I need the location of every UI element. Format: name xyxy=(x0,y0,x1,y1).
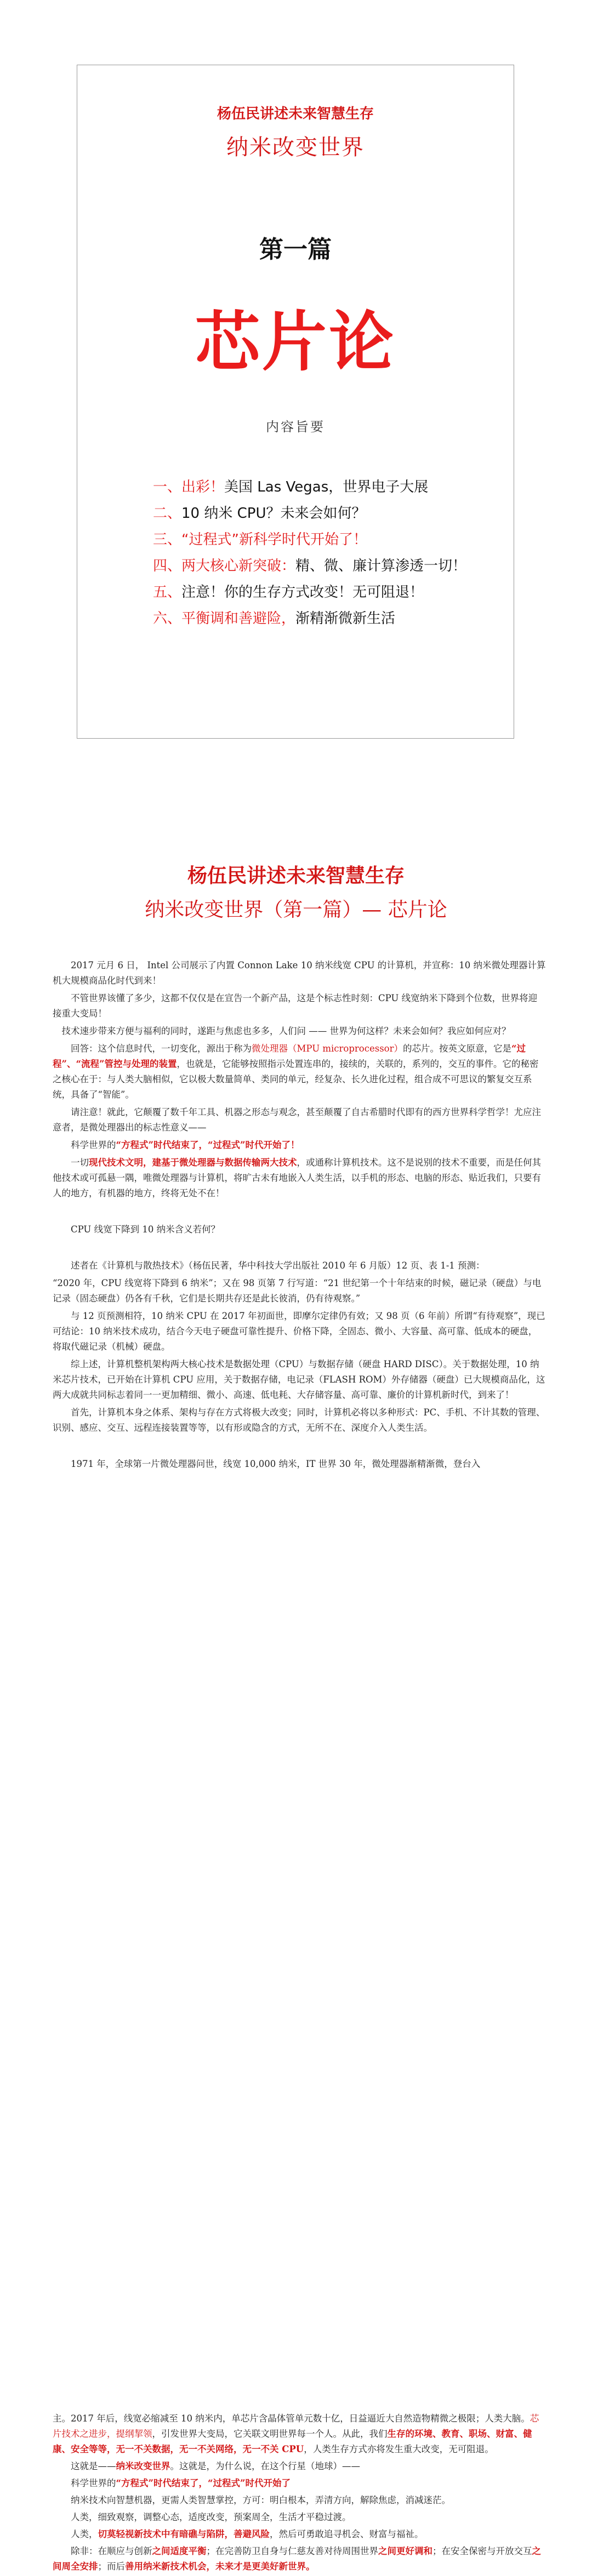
paragraph: 人类，切莫轻视新技术中有暗礁与陷阱，善避风险，然后可勇敢追寻机会、财富与福祉。 xyxy=(71,2529,424,2539)
article-title: 纳米改变世界（第一篇）— 芯片论 xyxy=(145,899,447,921)
article-body xyxy=(53,958,546,1474)
paragraph: 纳米技术向智慧机器，更需人类智慧掌控，方可：明白根本，弄清方向，解除焦虑，消减迷茫。 xyxy=(71,2495,451,2505)
cover-series-title: 杨伍民讲述未来智慧生存 xyxy=(217,106,374,122)
paragraph: 述者在《计算机与散热技术》（杨伍民著，华中科技大学出版社 2010 年 6 月版）12 页、表 1-1 预测： xyxy=(71,1260,485,1271)
toc-item: 六、平衡调和善避险，渐精渐微新生活 xyxy=(153,610,396,627)
cover-part-label: 第一篇 xyxy=(259,236,332,264)
toc-item: 三、“过程式”新科学时代开始了！ xyxy=(153,532,367,548)
cover-main-title: 芯片论 xyxy=(195,304,396,380)
paragraph: 回答：这个信息时代，一切变化，源出于称为微处理器（MPU microprocessor）的芯片。按英文原意，它是“过程”、“流程”管控与处理的装置，也就是，它能够按照指示处置连串的，接续的，关联的，系列的，交互的事件。它的秘密之核心在于：与人类大脑相似，它以极大数量简单、类同的单元，经复杂、长久进化过程，组合成不可思议的繁复交互系统，具备了“智能”。 xyxy=(53,1043,539,1100)
paragraph: 科学世界的“方程式”时代结束了，“过程式”时代开始了 xyxy=(71,2478,291,2488)
cover-book-title: 纳米改变世界 xyxy=(226,135,365,160)
toc-item: 四、两大核心新突破：精、微、廉计算渗透一切！ xyxy=(153,558,467,574)
paragraph: 这就是——纳米改变世界。这就是，为什么说，在这个行星（地球）—— xyxy=(71,2461,360,2471)
toc-item: 五、注意！你的生存方式改变！无可阻退！ xyxy=(153,584,424,601)
toc-item: 一、出彩！美国 Las Vegas，世界电子大展 xyxy=(153,479,429,495)
paragraph: 不管世界该懂了多少，这都不仅仅是在宣告一个新产品，这是个标志性时刻：CPU 线宽纳米下降到个位数，世界将迎接重大变局！ xyxy=(53,993,538,1019)
paragraph: 2017 元月 6 日， Intel 公司展示了内置 Connon Lake 10 纳米线宽 CPU 的计算机，并宣称：10 纳米微处理器计算机大规模商品化时代到来！ xyxy=(53,960,546,986)
toc-item: 二、10 纳米 CPU？未来会如何？ xyxy=(153,505,366,522)
paragraph: 1971 年，全球第一片微处理器问世，线宽 10,000 纳米，IT 世界 30 年，微处理器渐精渐微，登台入 xyxy=(71,1459,481,1469)
paragraph: 首先，计算机本身之体系、架构与存在方式将极大改变；同时，计算机必将以多种形式：PC、手机、不计其数的管理、识别、感应、交互、远程连接装置等等，以有形或隐含的方式，无所不在、深度介入人类生活。 xyxy=(53,1407,545,1433)
paragraph: 技术速步带来方便与福利的同时，遂距与焦虑也多多，人们问 —— 世界为何这样？未来会如何？我应如何应对？ xyxy=(61,1026,511,1036)
table-of-contents xyxy=(153,474,466,632)
paragraph: “2020 年，CPU 线宽将下降到 6 纳米”；又在 98 页第 7 行写道：“21 世纪第一个十年结束的时候，磁记录（硬盘）与电记录（固态硬盘）仍各有千秋，它们是长期共存还是此长彼消，仍有待观察。” xyxy=(53,1278,542,1304)
paragraph: 科学世界的“方程式”时代结束了，“过程式”时代开始了！ xyxy=(71,1140,300,1150)
cover-page xyxy=(77,65,514,739)
cover-intro-heading: 内容旨要 xyxy=(266,419,325,435)
article-series-title: 杨伍民讲述未来智慧生存 xyxy=(187,865,405,887)
paragraph: 请注意！就此，它颠覆了数千年工具、机器之形态与观念，甚至颠覆了自古希腊时代即有的西方世界科学哲学！尤应注意者，是微处理器出的标志性意义—— xyxy=(53,1107,541,1133)
paragraph: 综上述，计算机整机架构两大核心技术是数据处理（CPU）与数据存储（硬盘 HARD DISC）。关于数据处理，10 纳米芯片技术，已开始在计算机 CPU 应用，关于数据存储，电记录（FLASH ROM）外存储器（硬盘）已大规模商品化，这两大成就共同标志着同一一更加精细、微小、高速、低电耗、大存储容量、高可靠、廉价的计算机新时代，到来了！ xyxy=(53,1359,545,1400)
paragraph: 人类，细致观察，调整心态，适度改变，预案周全，生活才平稳过渡。 xyxy=(71,2512,351,2522)
section-heading: CPU 线宽下降到 10 纳米含义若何？ xyxy=(71,1224,220,1235)
article-body-continued xyxy=(53,2411,546,2576)
paragraph: 主。2017 年后，线宽必缩减至 10 纳米内，单芯片含晶体管单元数十亿，日益逼近大自然造物精微之极限；人类大脑。芯片技术之进步，提纲挈领，引发世界大变局，它关联文明世界每一个人。从此，我们生存的环境、教育、职场、财富、健康、安全等等，无一不关数据，无一不关网络，无一不关 CPU，人类生存方式亦将发生重大改变，无可阻退。 xyxy=(53,2413,539,2454)
paragraph: 与 12 页预测相符，10 纳米 CPU 在 2017 年初面世，即摩尔定律仍有效；又 98 页（6 年前）所谓“有待观察”，现已可结论：10 纳米技术成功，结合今天电子硬盘可靠性提升、价格下降，全固态、微小、大容量、高可靠、低成本的硬盘，将取代磁记录（机械）硬盘。 xyxy=(53,1311,545,1352)
paragraph: 除非：在顺应与创新之间适度平衡；在完善防卫自身与仁慈友善对待周围世界之间更好调和；在安全保密与开放交互之间周全安排；而后善用纳米新技术机会，未来才是更美好新世界。 xyxy=(53,2546,541,2572)
paragraph: 一切现代技术文明，建基于微处理器与数据传输两大技术，或通称计算机技术。这不是说别的技术不重要，而是任何其他技术或可孤悬一隅，唯微处理器与计算机，将旷古未有地嵌入人类生活，以手机的形态、电脑的形态、贴近我们，只要有人的地方，有机器的地方，终将无处不在！ xyxy=(53,1157,541,1198)
